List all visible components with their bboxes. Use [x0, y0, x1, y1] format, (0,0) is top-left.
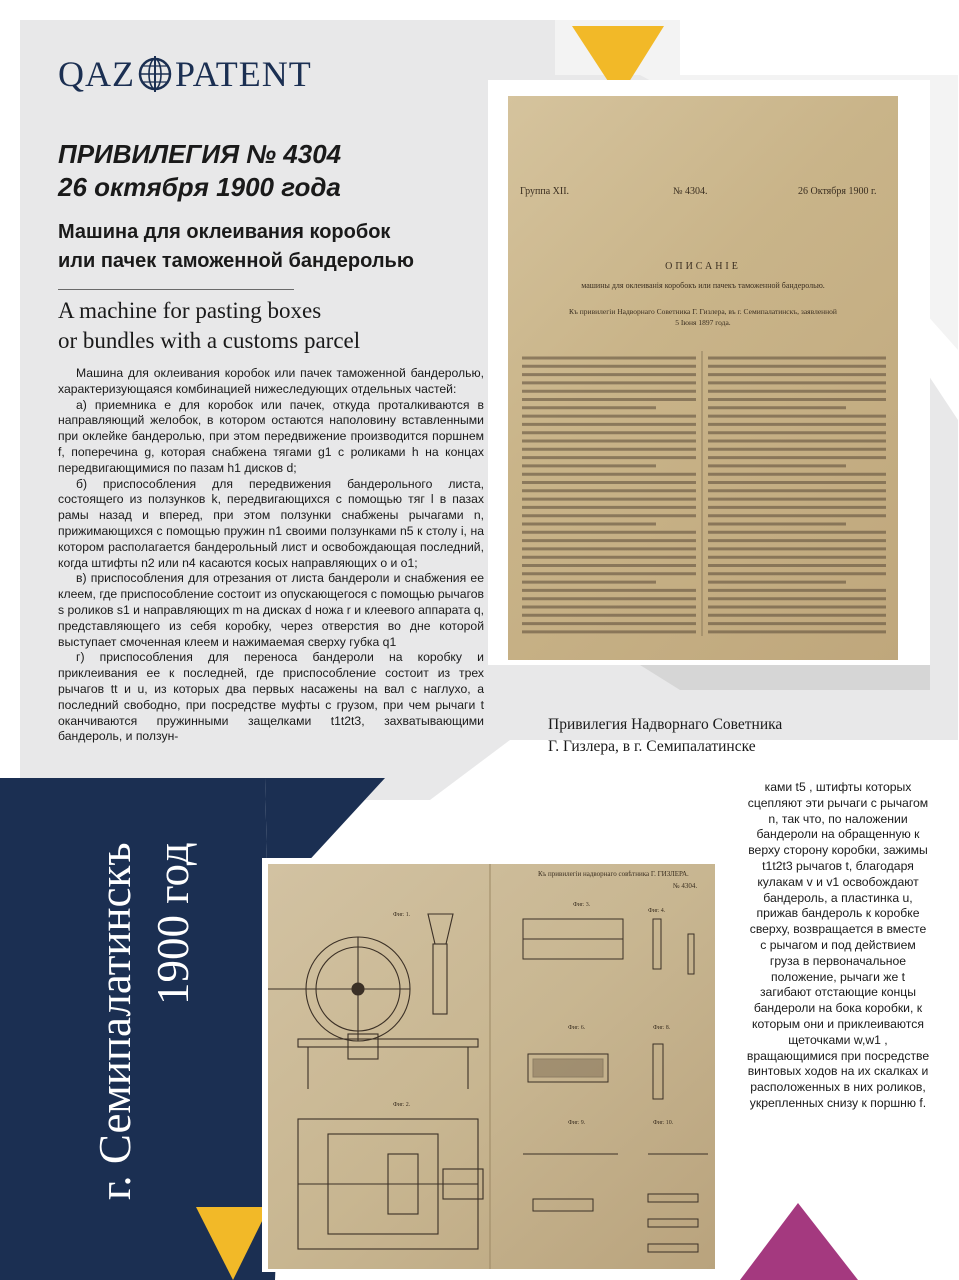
- fig9-label: Фиг. 9.: [568, 1120, 586, 1126]
- globe-icon: [137, 56, 173, 92]
- scanned-document: [508, 96, 898, 660]
- description-text: [58, 366, 484, 745]
- vertical-year: 1900 год: [148, 842, 198, 1006]
- fig6-label: Фиг. 6.: [568, 1025, 586, 1031]
- vertical-caption-block: [86, 842, 202, 1200]
- fig2-label: Фиг. 2.: [393, 1102, 411, 1108]
- paragraph-a: а) приемника е для коробок или пачек, откуда проталкиваются в направляющий желобок, в котором остаются наполовину вставленными при оклейке бандеролью, при этом передвижение производится поршнем f, поперечина g, которая снабжена тягами g1 с роликами h на концах передвигающимися по пазам h1 дисков d;: [58, 397, 484, 475]
- fig3-label: Фиг. 3.: [573, 902, 591, 908]
- drawing-number: № 4304.: [673, 882, 698, 890]
- patent-drawing-svg: [268, 864, 715, 1269]
- caption-line1: Привилегия Надворнаго Советника: [548, 716, 783, 733]
- title-english: [58, 296, 478, 356]
- logo-text-left: QAZ: [58, 54, 135, 94]
- vertical-city: г. Семипалатинскъ: [90, 842, 140, 1200]
- doc-privilege-line1: Къ привилегiи Надворнаго Советника Г. Гизлера, въ г. Семипалатинскъ, заявленной: [569, 307, 837, 316]
- paragraph-g: г) приспособления для переноса бандероли на коробку и приклеивания ее к последней, где приспособление состоит из трех рычагов tt и u, из которых два первых насажены на вал с наглухо, а последний свободно, при посредстве муфты с грузом, при чем рычаги t оканчиваются пружинными защелками t1t2t3, захватывающими бандероль, и ползун-: [58, 650, 484, 744]
- privilege-number: ПРИВИЛЕГИЯ № 4304: [58, 139, 342, 169]
- document-caption: [548, 714, 908, 758]
- doc-text-lines: [508, 96, 898, 660]
- paragraph-intro: Машина для оклеивания коробок или пачек таможенной бандеролью, характеризующаяся комбинацией нижеследующих отдельных частей:: [58, 366, 484, 396]
- paragraph-v: в) приспособления для отрезания от листа бандероли и снабжения ее клеем, где приспособление состоит из опускающегося с помощью рычагов s роликов s1 и направляющих m на дисках d ножа r и клеевого аппарата q, представляющего из себя коробку, через отверстия во дне которой выступает смоченная клеем и нажимаемая сверху губка q1: [58, 571, 484, 649]
- patent-drawing: [268, 864, 715, 1269]
- doc-number: № 4304.: [673, 186, 708, 197]
- fig8-label: Фиг. 8.: [653, 1025, 671, 1031]
- title-divider: [58, 289, 294, 290]
- title-ru-line2: или пачек таможенной бандеролью: [58, 250, 414, 272]
- doc-subheading: машины для оклеиванiя коробокъ или пачекъ таможенной бандеролью.: [581, 281, 825, 290]
- title-en-line1: A machine for pasting boxes: [58, 298, 322, 323]
- fig4-label: Фиг. 4.: [648, 908, 666, 914]
- title-ru-line1: Машина для оклеивания коробок: [58, 221, 391, 243]
- logo-text-right: PATENT: [175, 54, 312, 94]
- description-continued: ками t5 , штифты которых сцепляют эти рычаги с рычагом n, так что, по наложении бандероли на обращенную к верху сторону коробки, зажимы t1t2t3 рычагов t, благодаря кулакам v и v1 освобождают бандероль, а пластинка u, прижав бандероль к коробке сверху, возвращается в вместе с рычагом и под действием груза в первоначальное положение, рычаги же t загибают отстающие концы бандероли на бока коробки, к которым они и приклеиваются щеточками w,w1 , вращающимися при посредстве винтовых ходов на их скалках и расположенных в них роликов, укрепленных снизу к поршню f.: [746, 780, 930, 1110]
- privilege-date: 26 октября 1900 года: [58, 172, 341, 202]
- doc-privilege-line2: 5 Iюня 1897 года.: [675, 318, 731, 327]
- logo: [58, 54, 312, 94]
- fig10-label: Фиг. 10.: [653, 1120, 674, 1126]
- doc-heading: ОПИСАНIЕ: [665, 261, 741, 272]
- caption-line2: Г. Гизлера, в г. Семипалатинске: [548, 738, 756, 755]
- privilege-title: [58, 138, 478, 204]
- paragraph-b: б) приспособления для передвижения бандерольного листа, состоящего из ползунков k, передвигающихся с помощью тяг l в пазах рамы назад и вперед, при этом ползунки снабжены рычагами n, прижимающихся с помощью пружин n1 своими ползунками n5 к столу i, на котором располагается бандерольный лист и освобождающая последний, когда штифты n2 или n4 касаются косых направляющих o и o1;: [58, 476, 484, 570]
- fig1-label: Фиг. 1.: [393, 912, 411, 918]
- doc-date: 26 Октября 1900 г.: [798, 186, 877, 197]
- doc-group: Группа XII.: [520, 186, 570, 197]
- title-en-line2: or bundles with a customs parcel: [58, 328, 361, 353]
- drawing-header: Къ привилегiи надворнаго совѣтника Г. ГИЗЛЕРА.: [538, 870, 689, 878]
- title-russian: [58, 218, 518, 276]
